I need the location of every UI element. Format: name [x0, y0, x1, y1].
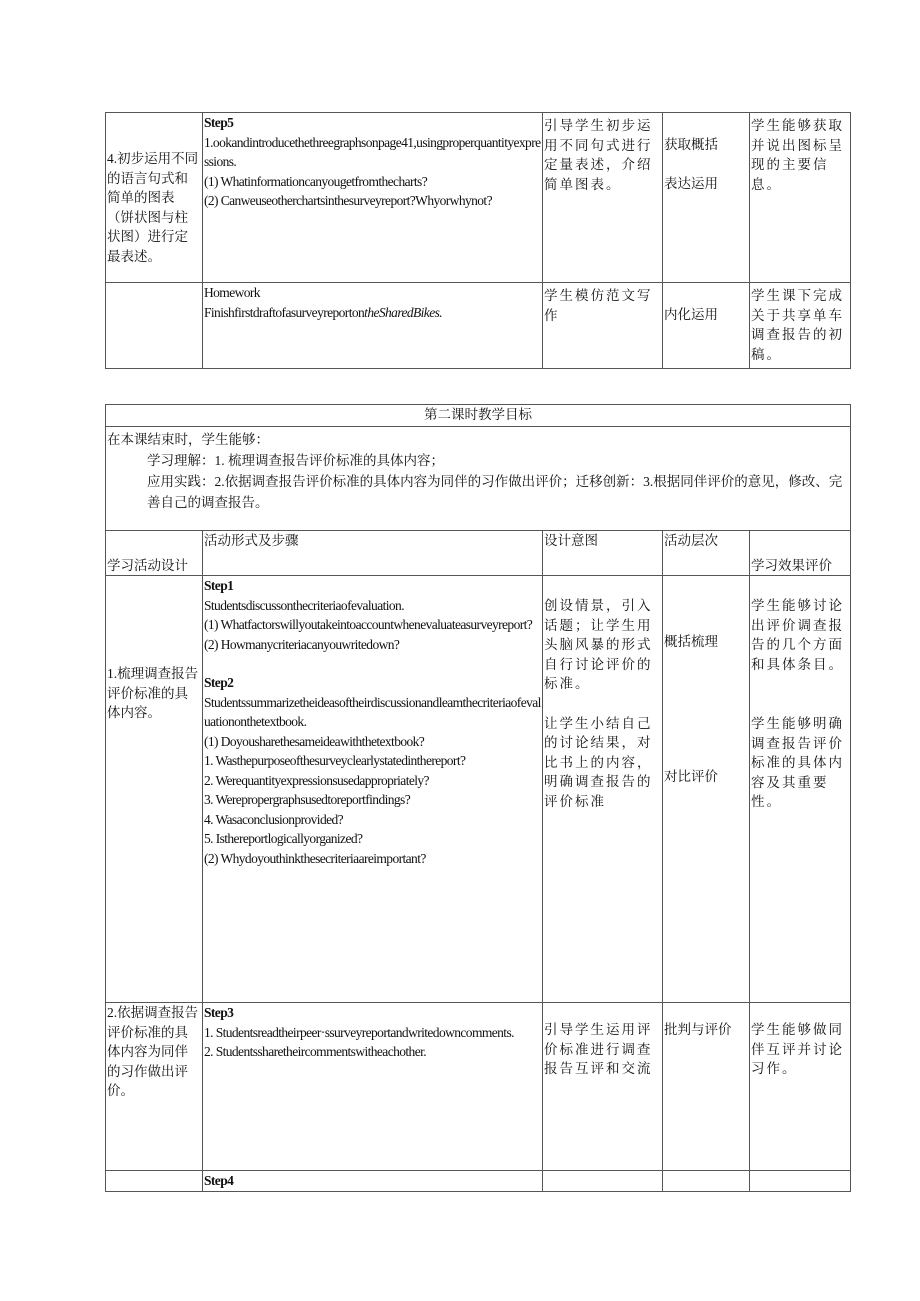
table-row: [106, 1003, 851, 1171]
eval-text: 学生能够获取并说出图标呈现的主要信息。: [751, 118, 844, 192]
goal-cell: [106, 283, 203, 369]
eval-cell: [750, 283, 851, 369]
table-row: [106, 113, 851, 283]
objective-item: 学习理解：1. 梳理调查报告评价标准的具体内容；: [147, 453, 444, 468]
level-cell: [663, 576, 750, 1003]
header-cell: [543, 531, 663, 576]
header-cell: [663, 531, 750, 576]
table-row: [106, 283, 851, 369]
header-cell: [106, 531, 203, 576]
step-title: Step4: [204, 1173, 234, 1188]
header-cell: [750, 531, 851, 576]
steps-cell: [203, 576, 543, 1003]
steps-cell: [203, 113, 543, 283]
goal-cell: [106, 576, 203, 1003]
step-line: 5. Isthereportlogicallyorganized?: [204, 831, 363, 846]
step-line: 1. Wasthepurposeofthesurveyclearlystatedinthereport?: [204, 753, 466, 768]
level-text: 获取概括: [664, 137, 718, 152]
intent-cell: [543, 283, 663, 369]
step-title: Step1: [204, 578, 234, 593]
step-line: 4. Wasaconclusionprovided?: [204, 811, 344, 827]
goal-text: 4.初步运用不同的语言句式和简单的图表（饼状图与柱状图）进行定最表述。: [107, 151, 199, 264]
homework-text-italic: theSharedBikes.: [364, 304, 443, 320]
header-cell: [203, 531, 543, 576]
section-title: 第二课时教学目标: [424, 407, 533, 422]
homework-title: Homework: [204, 285, 260, 300]
goal-cell: [106, 1171, 203, 1192]
eval-cell: [750, 113, 851, 283]
step-line: Studentsdiscussonthecriteriaofevaluation.: [204, 597, 404, 613]
level-cell: [663, 1171, 750, 1192]
step-line: 2. Studentssharetheircommentswitheachother.: [204, 1044, 427, 1059]
goal-text: 1.梳理调查报告评价标准的具体内容。: [107, 666, 199, 720]
step-title: Step2: [204, 675, 234, 690]
intent-text: 引导学生初步运用不同句式进行定量表述，介绍简单图表。: [544, 118, 653, 192]
step-line: (1) Whatinformationcanyougetfromthecharts?: [204, 173, 428, 189]
level-cell: [663, 113, 750, 283]
goal-cell: [106, 113, 203, 283]
eval-text: 学生能够做同伴互评并讨论习作。: [751, 1022, 844, 1076]
step-line: (2) Canweuseotherchartsinthesurveyreport?Whyorwhynot?: [204, 193, 492, 208]
steps-cell: [203, 1171, 543, 1192]
lesson2-title: [106, 405, 851, 427]
step-line: Studentssummarizetheideasoftheirdiscussionandleamthecriteriaofevaluationonthetextbook.: [204, 694, 541, 729]
homework-text-plain: Finishfirstdraftofasurveyreporton: [204, 304, 365, 320]
objective-item: 应用实践：2.依据调查报告评价标准的具体内容为同伴的习作做出评价；迁移创新：3.根据同伴评价的意见，修改、完善自己的调查报告。: [147, 474, 843, 510]
table-row: [106, 576, 851, 1003]
intent-cell: [543, 1003, 663, 1171]
step-line: 2. Werequantityexpressionsusedappropriately?: [204, 772, 429, 788]
intent-text: 学生模仿范文写作: [544, 288, 653, 323]
goal-text: 2.依据调查报告评价标准的具体内容为同伴的习作做出评价。: [107, 1005, 199, 1098]
steps-cell: [203, 1003, 543, 1171]
intent-text: 让学生小结自己的讨论结果，对比书上的内容，明确调查报告的评价标准: [544, 715, 653, 809]
objectives-cell: [106, 427, 851, 531]
step-line: 1. Studentsreadtheirpeer·ssurveyreportandwritedowncomments.: [204, 1024, 514, 1040]
header-text: 学习活动设计: [107, 557, 188, 573]
eval-text: 学生课下完成关于共享单车调查报告的初稿。: [751, 288, 844, 362]
table-row: [106, 1171, 851, 1192]
eval-cell: [750, 576, 851, 1003]
step-line: (1) Doyousharethesameideawiththetextbook?: [204, 733, 425, 749]
eval-cell: [750, 1003, 851, 1171]
step-title: Step3: [204, 1005, 234, 1020]
lesson2-table: [105, 404, 851, 1192]
eval-text: 学生能够明确调查报告评价标准的具体内容及其重要性。: [751, 716, 844, 809]
level-text: 对比评价: [664, 768, 718, 784]
level-text: 表达运用: [664, 175, 718, 191]
level-cell: [663, 1003, 750, 1171]
step-line: (1) Whatfactorswillyoutakeintoaccountwhenevaluateasurveyreport?: [204, 617, 533, 632]
eval-text: 学生能够讨论出评价调查报告的几个方面和具体条目。: [751, 598, 844, 672]
homework-text: [204, 303, 541, 323]
level-text: 内化运用: [664, 307, 718, 322]
intent-cell: [543, 113, 663, 283]
header-row: [106, 531, 851, 576]
header-text: 活动层次: [664, 533, 718, 548]
lesson1-activity-table: [105, 112, 851, 369]
homework-cell: [203, 283, 543, 369]
step-line: (2) Whydoyouthinkthesecriteriaareimportant?: [204, 850, 426, 866]
level-text: 批判与评价: [664, 1022, 732, 1037]
header-text: 学习效果评价: [751, 557, 832, 573]
step-line: (2) Howmanycriteriacanyouwritedown?: [204, 636, 400, 652]
goal-cell: [106, 1003, 203, 1171]
step-line: 1.ookandintroducethethreegraphsonpage41,usingproperquantityexpressions.: [204, 134, 541, 169]
step-line: 3. Werepropergraphsusedtoreportfindings?: [204, 792, 411, 807]
step-title: Step5: [204, 115, 234, 130]
header-text: 活动形式及步骤: [204, 533, 299, 548]
intent-cell: [543, 576, 663, 1003]
level-text: 概括梳理: [664, 634, 718, 649]
header-text: 设计意图: [544, 533, 598, 548]
objectives-intro: 在本课结束时，学生能够：: [107, 432, 269, 447]
intent-text: 创设情景，引入话题；让学生用头脑风暴的形式自行讨论评价的标准。: [544, 598, 653, 691]
intent-text: 引导学生运用评价标准进行调查报告互评和交流: [544, 1022, 653, 1076]
intent-cell: [543, 1171, 663, 1192]
eval-cell: [750, 1171, 851, 1192]
level-cell: [663, 283, 750, 369]
